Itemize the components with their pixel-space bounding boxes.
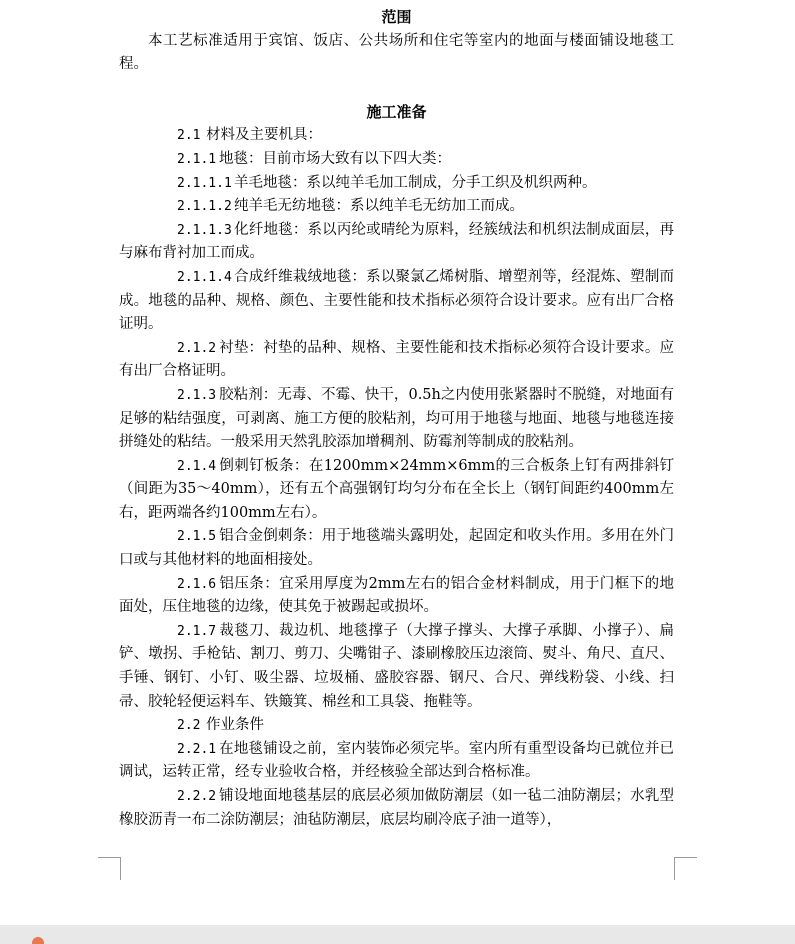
clause-2-1-4: 2.1.4 倒刺钉板条：在1200mm×24mm×6mm的三合板条上钉有两排斜钉（间距为35～40mm），还有五个高强钢钉均匀分布在全长上（钢钉间距约400mm左右，距两端各约100mm左右）。 <box>119 457 674 521</box>
page-edge-mark <box>32 937 44 944</box>
clause-2-1-1-2: 2.1.1.2 纯羊毛无纺地毯：系以纯羊毛无纺加工而成。 <box>177 198 524 215</box>
page-corner-mark-right <box>674 857 697 880</box>
scope-paragraph: 本工艺标准适用于宾馆、饭店、公共场所和住宅等室内的地面与楼面铺设地毯工程。 <box>119 32 674 73</box>
clause-2-1-2: 2.1.2 衬垫：衬垫的品种、规格、主要性能和技术指标必须符合设计要求。应有出厂合格证明。 <box>119 339 674 380</box>
page-corner-mark-left <box>98 857 121 880</box>
clause-2-1-1-1: 2.1.1.1 羊毛地毯：系以纯羊毛加工制成，分手工织及机织两种。 <box>177 174 597 191</box>
clause-2-2: 2.2 作业条件 <box>177 717 264 734</box>
clause-2-1-6: 2.1.6 铝压条：宜采用厚度为2mm左右的铝合金材料制成，用于门框下的地面处，压住地毯的边缘，使其免于被踢起或损坏。 <box>119 575 674 616</box>
page-gap <box>0 925 795 944</box>
clause-2-1-7: 2.1.7 裁毯刀、裁边机、地毯撑子（大撑子撑头、大撑子承脚、小撑子）、扁铲、墩拐、手枪钻、割刀、剪刀、尖嘴钳子、漆刷橡胶压边滚筒、熨斗、角尺、直尺、手锤、钢钉、小钉、吸尘器、垃圾桶、盛胶容器、钢尺、合尺、弹线粉袋、小线、扫帚、胶轮轻便运料车、铁簸箕、棉丝和工具袋、拖鞋等。 <box>119 622 674 710</box>
clause-2-1-1-4: 2.1.1.4 合成纤维栽绒地毯：系以聚氯乙烯树脂、增塑剂等，经混炼、塑制而成。地毯的品种、规格、颜色、主要性能和技术指标必须符合设计要求。应有出厂合格证明。 <box>119 268 674 333</box>
clause-2-2-2: 2.2.2 铺设地面地毯基层的底层必须加做防潮层（如一毡二油防潮层；水乳型橡胶沥青一布二涂防潮层；油毡防潮层，底层均刷冷底子油一道等）， <box>119 788 674 828</box>
section-title-preparation: 施工准备 <box>366 102 427 121</box>
document-body <box>119 6 674 832</box>
clause-2-2-1: 2.2.1 在地毯铺设之前，室内装饰必须完毕。室内所有重型设备均已就位并已调试，运转正常，经专业验收合格，并经核验全部达到合格标准。 <box>119 740 674 781</box>
clause-2-1-1: 2.1.1 地毯：目前市场大致有以下四大类： <box>177 150 451 167</box>
clause-2-1-1-3: 2.1.1.3 化纤地毯：系以丙纶或晴纶为原料，经簇绒法和机织法制成面层，再与麻布背衬加工而成。 <box>119 221 674 262</box>
clause-2-1-3: 2.1.3 胶粘剂：无毒、不霉、快干，0.5h之内使用张紧器时不脱缝，对地面有足够的粘结强度，可剥离、施工方便的胶粘剂，均可用于地毯与地面、地毯与地毯连接拼缝处的粘结。一般采用天然乳胶添加增稠剂、防霉剂等制成的胶粘剂。 <box>119 386 674 451</box>
section-title-scope: 范围 <box>381 8 412 26</box>
clause-2-1: 2.1 材料及主要机具： <box>177 127 322 144</box>
clause-2-1-5: 2.1.5 铝合金倒刺条：用于地毯端头露明处，起固定和收头作用。多用在外门口或与其他材料的地面相接处。 <box>119 528 674 569</box>
